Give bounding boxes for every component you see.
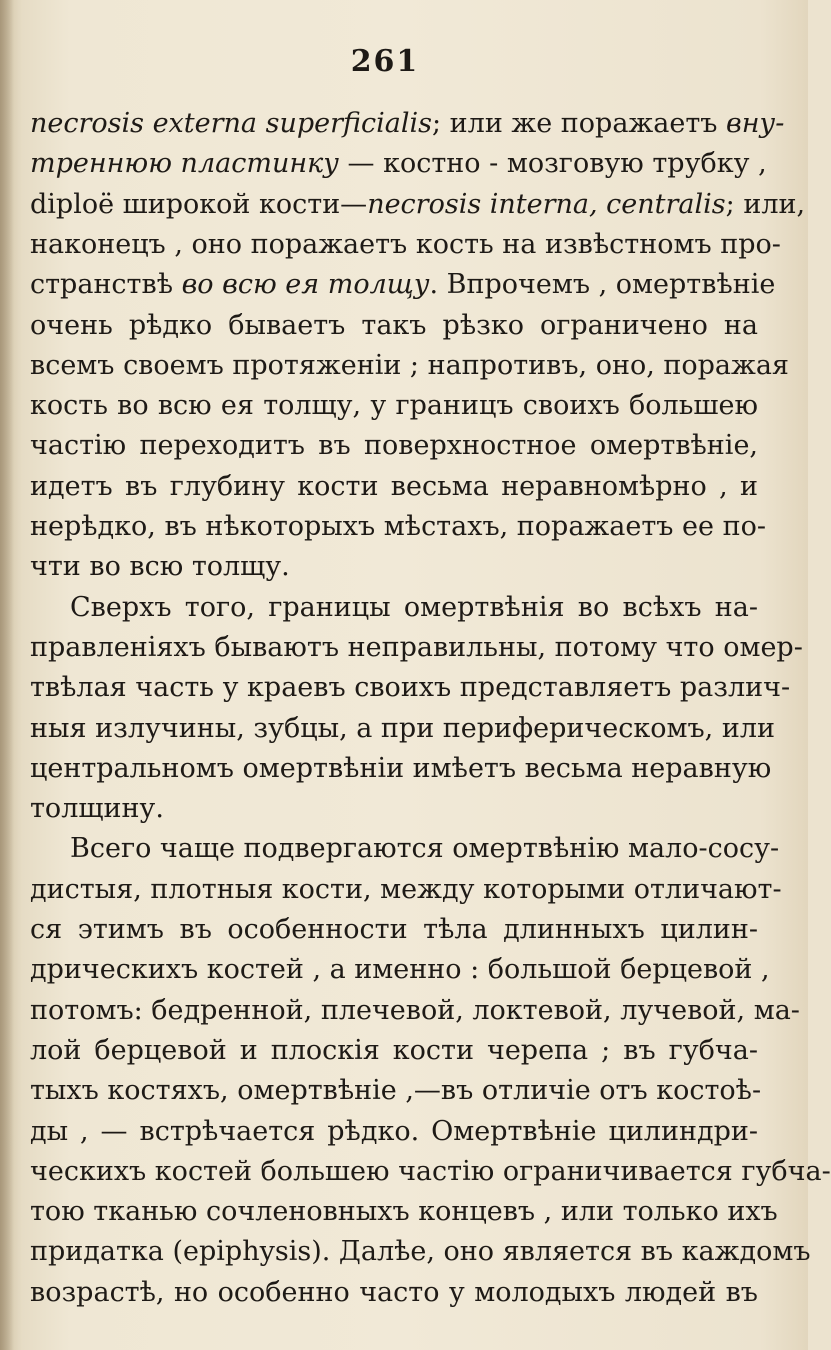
- text-run: ныя излучины, зубцы, а при периферическомъ, или: [30, 712, 775, 744]
- text-line: [30, 749, 772, 789]
- text-line: [70, 588, 758, 628]
- page-number: 261: [350, 44, 420, 79]
- text-run: — костно - мозговую трубку ,: [338, 148, 767, 180]
- text-run: Сверхъ того, границы омертвѣнія во всѣхъ на-: [70, 591, 758, 623]
- text-line: [30, 1112, 758, 1152]
- text-line: [30, 507, 766, 547]
- text-run: Всего чаще подвергаются омертвѣнію мало-сосу-: [70, 833, 780, 865]
- text-line: [30, 185, 806, 225]
- text-line: [30, 628, 803, 668]
- text-line: [30, 104, 785, 144]
- text-line: [30, 950, 770, 990]
- text-run: частію переходитъ въ поверхностное омертвѣніе,: [30, 430, 758, 462]
- text-run: наконецъ , оно поражаетъ кость на извѣстномъ про-: [30, 228, 781, 260]
- text-run: . Впрочемъ , омертвѣніе: [429, 269, 776, 301]
- text-run: правленіяхъ бываютъ неправильны, потому что омер-: [30, 631, 803, 663]
- binding-shadow: [0, 0, 14, 1350]
- text-line: [30, 1232, 811, 1272]
- text-run: ды , — встрѣчается рѣдко. Омертвѣніе цилиндри-: [30, 1115, 758, 1147]
- text-line: [30, 1071, 762, 1111]
- text-run: нерѣдко, въ нѣкоторыхъ мѣстахъ, поражаетъ ее по-: [30, 511, 766, 542]
- text-run: ; или,: [725, 188, 806, 220]
- text-line: [30, 225, 781, 265]
- italic-term: треннюю пластинку: [30, 148, 339, 180]
- text-run: лой берцевой и плоскія кости черепа ; въ губча-: [30, 1034, 758, 1066]
- text-run: дистыя, плотныя кости, между которыми отличают-: [30, 873, 782, 905]
- text-run: всемъ своемъ протяженіи ; напротивъ, оно, поражая: [30, 349, 789, 381]
- text-line: [30, 306, 758, 346]
- text-run: придатка (epiphysis). Далѣе, оно является въ каждомъ: [30, 1236, 811, 1268]
- text-line: [30, 668, 791, 708]
- text-line: [30, 1152, 831, 1192]
- text-line: [30, 426, 758, 466]
- text-line: [30, 709, 775, 749]
- text-line: [30, 1192, 778, 1232]
- text-line: [30, 870, 782, 910]
- text-run: странствѣ: [30, 269, 182, 301]
- text-line: [30, 1031, 758, 1071]
- text-run: diploë широкой кости—: [30, 188, 368, 220]
- text-run: толщину.: [30, 793, 164, 825]
- text-line: [30, 789, 758, 829]
- text-run: потомъ: бедренной, плечевой, локтевой, лучевой, ма-: [30, 994, 800, 1026]
- text-line: [30, 1273, 758, 1313]
- italic-term: во всю ея толщу: [181, 269, 430, 301]
- text-line: [70, 829, 780, 869]
- text-line: [30, 265, 776, 305]
- text-line: [30, 547, 758, 587]
- text-run: чти во всю толщу.: [30, 551, 290, 583]
- text-line: [30, 346, 789, 386]
- italic-term: necrosis externa superficialis: [30, 108, 432, 139]
- italic-term: necrosis interna, centralis: [367, 188, 726, 220]
- text-line: [30, 910, 758, 950]
- text-run: кость во всю ея толщу, у границъ своихъ большею: [30, 390, 758, 422]
- text-run: центральномъ омертвѣніи имѣетъ весьма неравную: [30, 752, 772, 784]
- italic-term: вну-: [726, 108, 785, 139]
- text-run: дрическихъ костей , а именно : большой берцевой ,: [30, 954, 770, 986]
- text-run: тою тканью сочленовныхъ концевъ , или только ихъ: [30, 1196, 778, 1228]
- text-line: [30, 467, 758, 507]
- text-run: ческихъ костей большею частію ограничивается губча-: [30, 1155, 831, 1187]
- text-run: твѣлая часть у краевъ своихъ представляетъ различ-: [30, 672, 791, 704]
- text-run: идетъ въ глубину кости весьма неравномѣрно , и: [30, 470, 758, 502]
- text-line: [30, 144, 767, 184]
- text-run: ся этимъ въ особенности тѣла длинныхъ цилин-: [30, 914, 758, 945]
- text-line: [30, 991, 800, 1031]
- text-run: тыхъ костяхъ, омертвѣніе ,—въ отличіе отъ костоѣ-: [30, 1075, 762, 1107]
- text-run: возрастѣ, но особенно часто у молодыхъ людей въ: [30, 1276, 758, 1308]
- text-line: [30, 386, 758, 426]
- text-run: ; или же поражаетъ: [432, 108, 727, 139]
- text-run: очень рѣдко бываетъ такъ рѣзко ограничено на: [30, 309, 758, 341]
